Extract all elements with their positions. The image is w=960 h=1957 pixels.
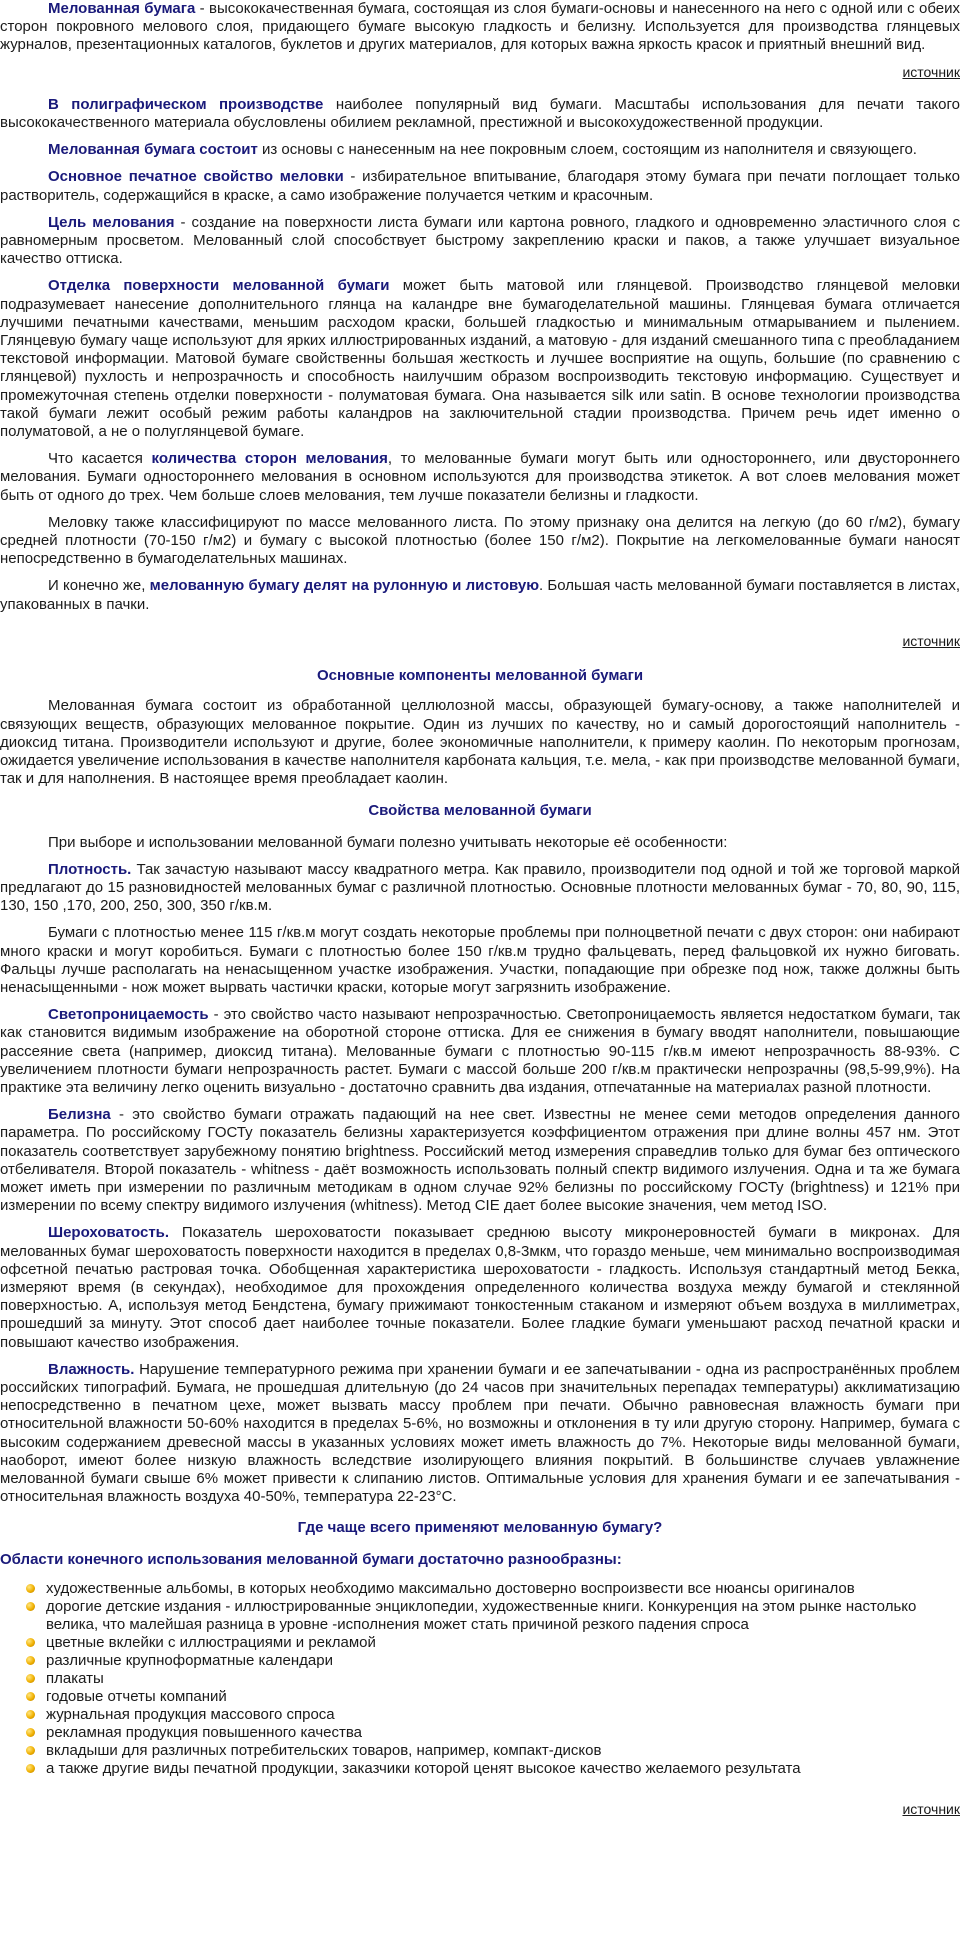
keyword: Белизна xyxy=(48,1106,111,1124)
source-link[interactable]: источник xyxy=(902,632,960,649)
keyword: Шероховатость. xyxy=(48,1224,170,1242)
list-item: рекламная продукция повышенного качества xyxy=(46,1724,960,1742)
source-link[interactable]: источник xyxy=(902,1800,960,1817)
intro-paragraph: Мелованная бумага - высококачественная бумага, состоящая из слоя бумаги-основы и нанесенного на него с одной или с обеих сторон покровного мелового слоя, придающего бумаге высокую гладкость и белизну. Используется для производства глянцевых журналов, презентационных каталогов, буклетов и других материалов, для которых важна яркость красок и приятный внешний вид. xyxy=(0,0,960,54)
usage-list xyxy=(0,1580,960,1778)
list-item: плакаты xyxy=(46,1670,960,1688)
whiteness-paragraph: Белизна - это свойство бумаги отражать падающий на нее свет. Известны не менее семи методов определения данного параметра. По российскому ГОСТу показатель белизны характеризуется коэффициентом отражения при длине волны 457 нм. Этот показатель соответствует зарубежному понятию brightness. Российский метод измерения справедлив только для бумаг без оптического отбеливателя. Второй показатель - whitness - даёт возможность использовать полный спектр видимого излучения. Одна и та же бумага может иметь при измерении по различным методикам в одном случае 92% белизны по российскому ГОСТу (brightness) и 121% при измерении по всему спектру видимого излучения (whitness). Метод CIE дает более высокие значения, чем метод ISO. xyxy=(0,1106,960,1215)
components-heading: Основные компоненты мелованной бумаги xyxy=(316,667,644,685)
list-item: журнальная продукция массового спроса xyxy=(46,1706,960,1724)
production-paragraph-8: И конечно же, мелованную бумагу делят на рулонную и листовую. Большая часть мелованной бумаги поставляется в листах, упакованных в пачки. xyxy=(0,577,960,613)
bullet-icon xyxy=(26,1764,35,1773)
keyword: В полиграфическом производстве xyxy=(48,95,324,113)
density-paragraph: Плотность. Так зачастую называют массу квадратного метра. Как правило, производители под одной и той же торговой маркой предлагают до 15 разновидностей мелованных бумаг с различной плотностью. Основные плотности мелованных бумаг - 70, 80, 90, 115, 130, 150 ,170, 200, 250, 300, 350 г/кв.м. xyxy=(0,860,960,915)
list-item: вкладыши для различных потребительских товаров, например, компакт-дисков xyxy=(46,1742,960,1760)
usage-heading: Где чаще всего применяют мелованную бумагу? xyxy=(297,1519,663,1537)
keyword: Отделка поверхности мелованной бумаги xyxy=(48,277,390,295)
bullet-icon xyxy=(26,1638,35,1647)
roughness-paragraph: Шероховатость. Показатель шероховатости показывает среднюю высоту микронеровностей бумаги в микронах. Для мелованных бумаг шероховатость поверхности находится в пределах 0,8-3мкм, что гораздо меньше, чем минимально воспроизводимая офсетной печатью растровая точка. Обобщенная характеристика шероховатости - гладкость. Используя стандартный метод Бекка, измеряют время (в секундах), необходимое для прохождения определенного количества воздуха между бумагой и стеклянной поверхностью. А, используя метод Бендстена, бумагу прижимают тонкостенным стаканом и измеряют объем воздуха в миллиметрах, прошедший за минуту. Этот способ дает наиболее точные показатели. Более гладкие бумаги уменьшают расход печатной краски и повышают качество изображения. xyxy=(0,1224,960,1351)
bullet-icon xyxy=(26,1728,35,1737)
usage-lead: Области конечного использования мелованной бумаги достаточно разнообразны: xyxy=(0,1550,622,1568)
list-item: годовые отчеты компаний xyxy=(46,1688,960,1706)
list-item: дорогие детские издания - иллюстрированные энциклопедии, художественные книги. Конкуренция на этом рынке настолько велика, что малейшая разница в уровне -исполнения может стать причиной резкого падения спроса xyxy=(46,1598,960,1634)
keyword: Влажность. xyxy=(48,1360,135,1378)
list-item: цветные вклейки с иллюстрациями и рекламой xyxy=(46,1634,960,1652)
production-paragraph-3: Основное печатное свойство меловки - избирательное впитывание, благодаря этому бумага при печати поглощает только растворитель, содержащийся в краске, а само изображение получается четким и красочным. xyxy=(0,168,960,204)
bullet-icon xyxy=(26,1674,35,1683)
production-paragraph-7: Меловку также классифицируют по массе мелованного листа. По этому признаку она делится на легкую (до 60 г/м2), бумагу средней плотности (70-150 г/м2) и бумагу с высокой плотностью (более 150 г/м2). Покрытие на легкомелованные бумаги наносят непосредственно в бумагоделательных машинах. xyxy=(0,513,960,568)
bullet-icon xyxy=(26,1692,35,1701)
production-paragraph-6: Что касается количества сторон мелования, то мелованные бумаги могут быть или одностороннего, или двустороннего мелования. Бумаги одностороннего мелования в основном используются для производства этикеток. А вот слоев мелования может быть от одного до трех. Чем больше слоев мелования, тем лучше показатели белизны и гладкости. xyxy=(0,450,960,504)
production-paragraph-5: Отделка поверхности мелованной бумаги может быть матовой или глянцевой. Производство глянцевой меловки подразумевает нанесение дополнительного глянца на каландре вне бумагоделательной машины. Глянцевая бумага отличается лучшими печатными качествами, меньшим расходом краски, большей гладкостью и минимальным отмарыванием и пылением. Глянцевую бумагу чаще используют для ярких иллюстрированных изданий, а матовую - для изданий смешанного типа с преобладанием текстовой информации. Матовой бумаге свойственны большая жесткость и лучшее восприятие на ощупь, большие (по сравнению с глянцевой) пухлость и непрозрачность и способность наилучшим образом воспроизводить текстовую информацию. Существует и промежуточная степень отделки поверхности - полуматовая бумага. Она называется silk или satin. В основе технологии производства такой бумаги лежит особый режим работы каландров на заключительной стадии производства. Причем речь идет именно о полуматовой, а не о полуглянцевой бумаге. xyxy=(0,277,960,441)
keyword: мелованную бумагу делят на рулонную и листовую xyxy=(149,577,540,595)
production-paragraph-2: Мелованная бумага состоит из основы с нанесенным на нее покровным слоем, состоящим из наполнителя и связующего. xyxy=(48,141,917,159)
keyword: Основное печатное свойство меловки xyxy=(48,168,344,186)
bullet-icon xyxy=(26,1584,35,1593)
components-paragraph: Мелованная бумага состоит из обработанной целлюлозной массы, образующей бумагу-основу, а также наполнителей и связующих веществ, образующих мелованное покрытие. Один из лучших по качеству, но и самый дорогостоящий наполнитель - диоксид титана. Производители используют и другие, более экономичные наполнители, к примеру каолин. По некоторым прогнозам, ожидается увеличение использования в качестве наполнителя карбоната кальция, т.е. мела, - как при производстве мелованной бумаги, так и для наполнения. В настоящее время преобладает каолин. xyxy=(0,697,960,788)
opacity-paragraph: Светопроницаемость - это свойство часто называют непрозрачностью. Светопроницаемость является недостатком бумаги, так как становится видимым изображение на оборотной стороне оттиска. Для ее снижения в бумагу вводят наполнители, повышающие рассеяние света (например, диоксид титана). Мелованные бумаги с плотностью 90-115 г/кв.м имеют непрозрачность 88-93%. С увеличением плотности бумаги непрозрачность растет. Бумаги с массой больше 200 г/кв.м практически непрозрачны (98,5-99,9%). На практике эта величину легко оценить визуально - достаточно сравнить два издания, отпечатанные на материалах разной плотности. xyxy=(0,1006,960,1096)
keyword: Светопроницаемость xyxy=(48,1006,209,1024)
keyword: количества сторон мелования xyxy=(151,450,388,468)
keyword: Мелованная бумага состоит xyxy=(48,141,258,159)
humidity-paragraph: Влажность. Нарушение температурного режима при хранении бумаги и ее запечатывании - одна из распространённых проблем российских типографий. Бумага, не прошедшая длительную (до 24 часов при значительных перепадах температуры) акклиматизацию непосредственно в печатном цехе, может вызвать массу проблем при печати. Обычно равновесная влажность бумаги при относительной влажности 50-60% находится в пределах 5-6%, но возможны и отклонения в ту или другую сторону. Например, бумага с высоким содержанием древесной массы в указанных условиях может иметь влажность до 7%. Некоторые виды мелованной бумаги, наоборот, имеют более низкую влажность вследствие изолирующего влияния покрытий. В большинстве случаев увлажнение мелованной бумаги свыше 6% может привести к слипанию листов. Оптимальные условия для хранения бумаги и ее запечатывания - относительная влажность воздуха 40-50%, температура 22-23°С. xyxy=(0,1360,960,1506)
properties-intro: При выборе и использовании мелованной бумаги полезно учитывать некоторые её особенности: xyxy=(48,833,728,851)
production-paragraph-1: В полиграфическом производстве наиболее популярный вид бумаги. Масштабы использования для печати такого высококачественного материала обусловлены обилием рекламной, престижной и высокохудожественной продукции. xyxy=(0,95,960,132)
keyword: Плотность. xyxy=(48,860,132,878)
bullet-icon xyxy=(26,1602,35,1611)
bullet-icon xyxy=(26,1656,35,1665)
keyword: Цель мелования xyxy=(48,213,175,231)
list-item: различные крупноформатные календари xyxy=(46,1652,960,1670)
keyword: Мелованная бумага xyxy=(48,0,196,17)
properties-heading: Свойства мелованной бумаги xyxy=(368,802,592,820)
density-paragraph-2: Бумаги с плотностью менее 115 г/кв.м могут создать некоторые проблемы при полноцветной печати с двух сторон: они набирают много краски и могут коробиться. Бумаги с плотностью более 150 г/кв.м трудно фальцевать, перед фальцовкой их нужно биговать. Фальцы лучше располагать на ненасыщенном участке изображения. Участки, попадающие при обрезке под нож, также должны быть ненасыщенными - нож может вырвать частички краски, которые могут загрязнить изображение. xyxy=(0,924,960,996)
production-paragraph-4: Цель мелования - создание на поверхности листа бумаги или картона ровного, гладкого и одновременно эластичного слоя с равномерным просветом. Мелованный слой способствует быстрому закреплению краски и паков, а также улучшает визуальное качество оттиска. xyxy=(0,213,960,268)
list-item: художественные альбомы, в которых необходимо максимально достоверно воспроизвести все нюансы оригиналов xyxy=(46,1580,960,1598)
bullet-icon xyxy=(26,1746,35,1755)
list-item: а также другие виды печатной продукции, заказчики которой ценят высокое качество желаемого результата xyxy=(46,1760,960,1778)
bullet-icon xyxy=(26,1710,35,1719)
source-link[interactable]: источник xyxy=(902,63,960,80)
